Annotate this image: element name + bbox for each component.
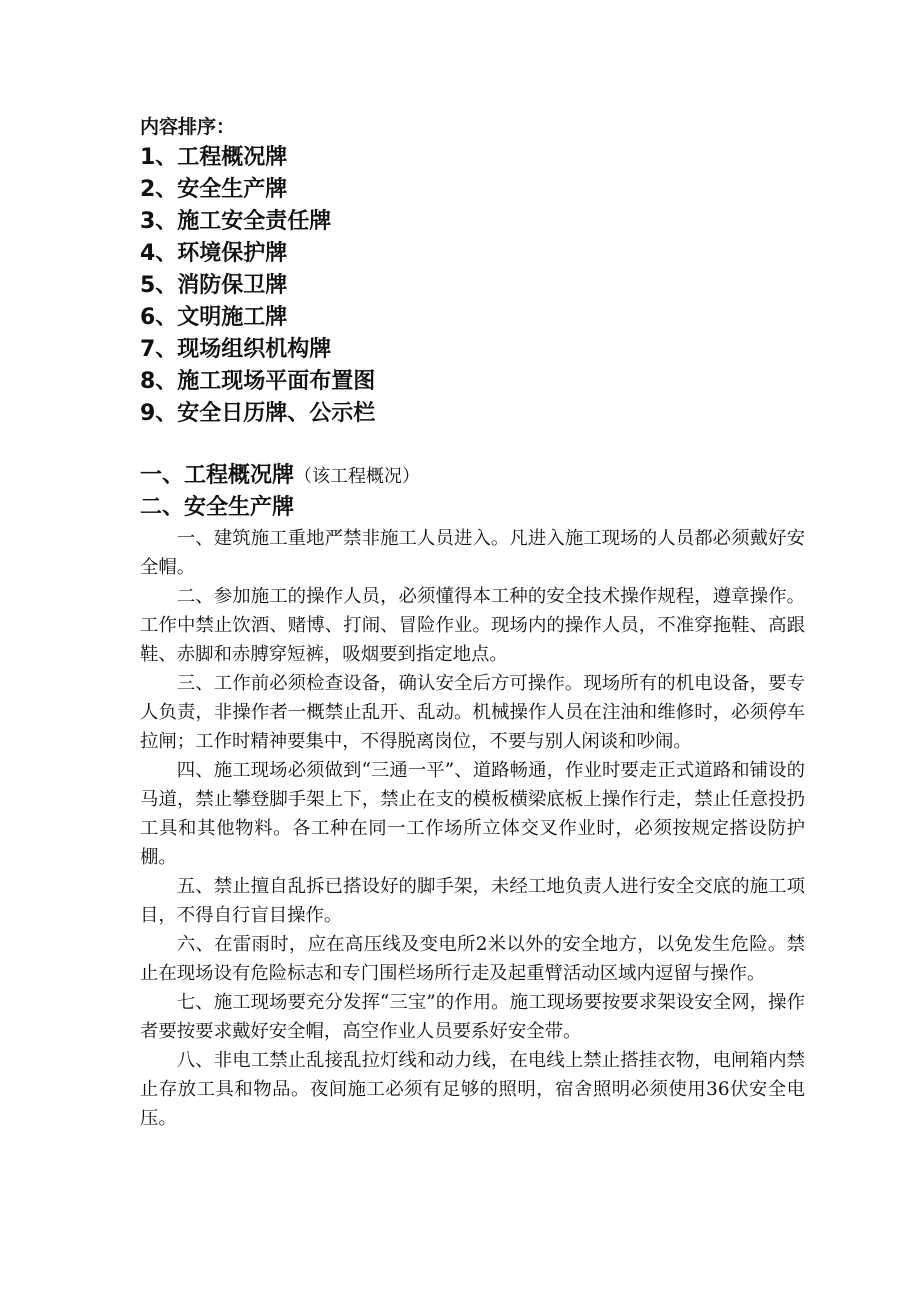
rule-paragraph: 二、参加施工的操作人员，必须懂得本工种的安全技术操作规程，遵章操作。工作中禁止饮酒、赌博、打闹、冒险作业。现场内的操作人员，不准穿拖鞋、高跟鞋、赤脚和赤膊穿短裤，吸烟要到指定地点。	[140, 586, 805, 665]
section-title-project-overview	[140, 460, 805, 492]
toc-item: 5、消防保卫牌	[140, 273, 288, 298]
rule-paragraph: 五、禁止擅自乱拆已搭设好的脚手架，未经工地负责人进行安全交底的施工项目，不得自行盲目操作。	[140, 876, 805, 926]
toc-item: 9、安全日历牌、公示栏	[140, 401, 376, 426]
toc-item: 1、工程概况牌	[140, 145, 288, 170]
document-page	[140, 112, 805, 1133]
rule-paragraph: 一、建筑施工重地严禁非施工人员进入。凡进入施工现场的人员都必须戴好安全帽。	[140, 528, 805, 578]
toc-item: 4、环境保护牌	[140, 241, 288, 266]
toc-heading: 内容排序：	[140, 116, 236, 138]
section-title-text: 一、工程概况牌	[140, 463, 295, 488]
toc-item: 7、现场组织机构牌	[140, 337, 332, 362]
toc-list	[140, 142, 805, 430]
rule-paragraph: 四、施工现场必须做到“三通一平”、道路畅通，作业时要走正式道路和铺设的马道，禁止攀登脚手架上下，禁止在支的模板横梁底板上操作行走，禁止任意投扔工具和其他物料。各工种在同一工作场所立体交叉作业时，必须按规定搭设防护棚。	[140, 760, 805, 868]
toc-item: 6、文明施工牌	[140, 305, 288, 330]
toc-item: 2、安全生产牌	[140, 177, 288, 202]
rule-paragraph: 八、非电工禁止乱接乱拉灯线和动力线，在电线上禁止搭挂衣物，电闸箱内禁止存放工具和物品。夜间施工必须有足够的照明，宿舍照明必须使用36伏安全电压。	[140, 1050, 805, 1129]
section-note: （该工程概况）	[294, 466, 421, 487]
toc-item: 8、施工现场平面布置图	[140, 369, 376, 394]
rule-paragraph: 三、工作前必须检查设备，确认安全后方可操作。现场所有的机电设备，要专人负责，非操作者一概禁止乱开、乱动。机械操作人员在注油和维修时，必须停车拉闸；工作时精神要集中，不得脱离岗位，不要与别人闲谈和吵闹。	[140, 673, 805, 752]
safety-rules	[140, 524, 805, 1133]
section-title-safety-production: 二、安全生产牌	[140, 495, 295, 520]
toc-item: 3、施工安全责任牌	[140, 209, 332, 234]
rule-paragraph: 七、施工现场要充分发挥“三宝”的作用。施工现场要按要求架设安全网，操作者要按要求戴好安全帽，高空作业人员要系好安全带。	[140, 992, 805, 1042]
spacer	[140, 430, 805, 460]
rule-paragraph: 六、在雷雨时，应在高压线及变电所2米以外的安全地方，以免发生危险。禁止在现场设有危险标志和专门围栏场所行走及起重臂活动区域内逗留与操作。	[140, 934, 805, 984]
